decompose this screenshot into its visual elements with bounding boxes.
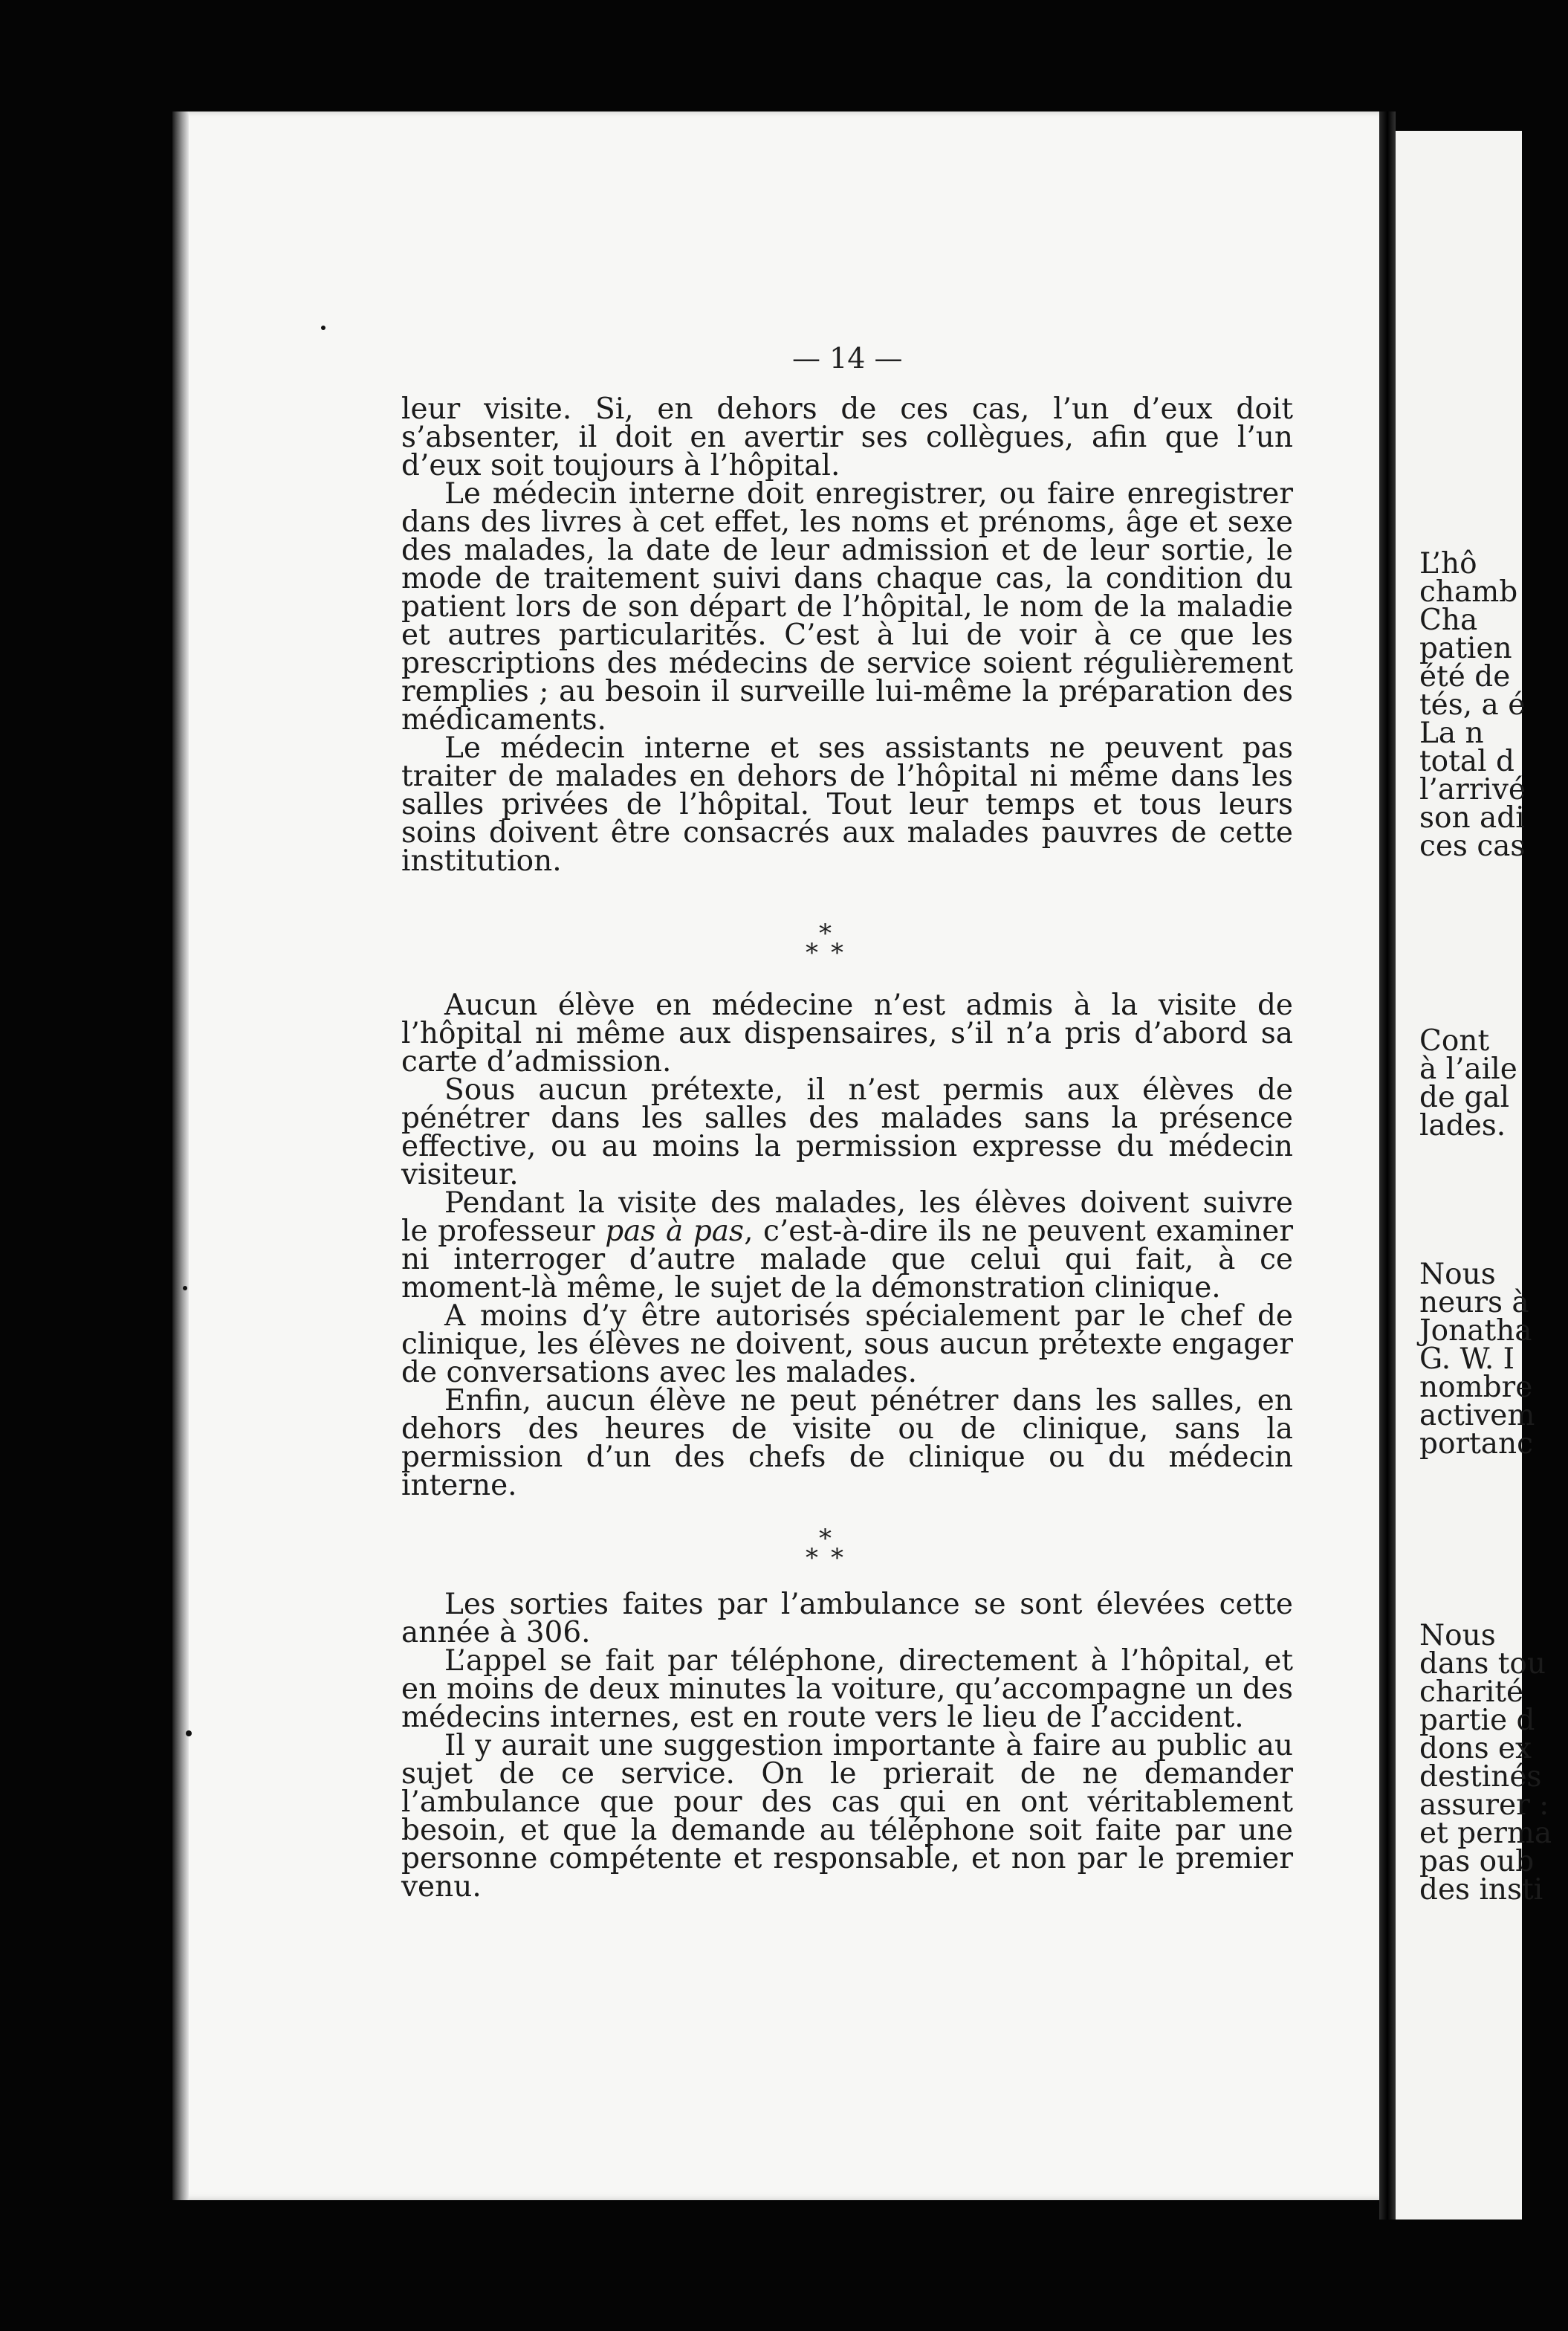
book-gutter xyxy=(1379,111,1396,2220)
page-spine-shadow xyxy=(172,111,189,2200)
text-line: total d xyxy=(1419,745,1514,778)
text-line: et perma xyxy=(1419,1817,1552,1850)
text-line: partie d xyxy=(1419,1704,1535,1737)
text-line: l’arrivé xyxy=(1419,773,1526,806)
asterisk: * xyxy=(806,1543,818,1573)
text-line: portanc xyxy=(1419,1427,1533,1461)
text-line: La n xyxy=(1419,717,1484,750)
paragraph xyxy=(401,1186,1293,1304)
paragraph-text: , c’est-à-dire ils ne peuvent examiner ni interroger d’autre malade que celui qui fait, à ce moment-là même, le sujet de la démonstration clinique. xyxy=(401,1215,1293,1304)
text-line: L’hô xyxy=(1419,547,1477,581)
text-line: charité xyxy=(1419,1675,1524,1709)
text-line: Cont xyxy=(1419,1024,1490,1058)
asterisk: * xyxy=(831,938,843,968)
paragraph: Le médecin interne et ses assistants ne peuvent pas traiter de malades en dehors de l’hôpital ni même dans les salles privées de l’hôpital. Tout leur temps et tous leurs soins doivent être consacrés aux malades pauvres de cette institution. xyxy=(401,731,1293,878)
paragraph: Le médecin interne doit enregistrer, ou faire enregistrer dans des livres à cet effet, les noms et prénoms, âge et sexe des malades, la date de leur admission et de leur sortie, le mode de traitement suivi dans chaque cas, la condition du patient lors de son départ de l’hôpital, le nom de la maladie et autres particularités. C’est à lui de voir à ce que les prescriptions des médecins de service soient régulièrement remplies ; au besoin il surveille lui-même la préparation des médicaments. xyxy=(401,477,1293,737)
paragraph: Il y aurait une suggestion importante à faire au public au sujet de ce service. On le prierait de ne demander l’ambulance que pour des cas qui en ont véritablement besoin, et que la demande au téléphone soit faite par une personne compétente et responsable, et non par le premier venu. xyxy=(401,1729,1293,1904)
paragraph: Sous aucun prétexte, il n’est permis aux élèves de pénétrer dans les salles des malades sans la présence effective, ou au moins la permission expresse du médecin visiteur. xyxy=(401,1073,1293,1192)
right-page-block-2 xyxy=(1419,1024,1568,1142)
text-line: à l’aile xyxy=(1419,1053,1517,1086)
text-line: été de xyxy=(1419,660,1511,694)
paragraph: Enfin, aucun élève ne peut pénétrer dans les salles, en dehors des heures de visite ou de clinique, sans la permission d’un des chefs de clinique ou du médecin interne. xyxy=(401,1384,1293,1502)
text-line: Nous xyxy=(1419,1258,1496,1291)
text-line: tés, a é xyxy=(1419,688,1526,722)
asterisk: * xyxy=(819,919,832,948)
paragraph: A moins d’y être autorisés spécialement par le chef de clinique, les élèves ne doivent, sous aucun prétexte engager de conversations avec les malades. xyxy=(401,1299,1293,1389)
right-page-block-3 xyxy=(1419,1258,1568,1461)
paragraph: Les sorties faites par l’ambulance se sont élevées cette année à 306. xyxy=(401,1588,1293,1649)
section-separator xyxy=(788,919,877,968)
text-line: ces cas xyxy=(1419,830,1526,863)
page-number: — 14 — xyxy=(792,342,903,375)
section-1 xyxy=(401,392,1293,878)
text-line: des insti xyxy=(1419,1873,1543,1907)
text-line: dons ex xyxy=(1419,1732,1532,1765)
scan-speck xyxy=(186,1730,192,1736)
text-line: lades. xyxy=(1419,1109,1506,1142)
paragraph: Aucun élève en médecine n’est admis à la visite de l’hôpital ni même aux dispensaires, s’il n’a pris d’abord sa carte d’admission. xyxy=(401,989,1293,1079)
scan-speck xyxy=(183,1286,187,1290)
paragraph-text: Pendant la visite des malades, les élèves doivent suivre le professeur xyxy=(401,1186,1293,1248)
text-line: son adi xyxy=(1419,801,1525,835)
asterisk: * xyxy=(806,938,818,968)
text-line: neurs à xyxy=(1419,1286,1529,1319)
text-line: de gal xyxy=(1419,1081,1510,1114)
text-line: assurer : xyxy=(1419,1788,1549,1822)
text-line: chamb xyxy=(1419,575,1518,609)
emphasis-text: pas à pas xyxy=(605,1215,745,1248)
text-line: pas oub xyxy=(1419,1845,1535,1878)
right-page-block-1 xyxy=(1419,547,1568,863)
section-3 xyxy=(401,1588,1293,1904)
text-line: Cha xyxy=(1419,604,1478,637)
asterisk: * xyxy=(831,1543,843,1573)
text-line: Jonatha xyxy=(1419,1314,1532,1348)
asterisk: * xyxy=(819,1524,832,1554)
text-line: patien xyxy=(1419,632,1512,665)
section-separator xyxy=(788,1524,877,1573)
text-line: destinés xyxy=(1419,1760,1542,1794)
text-line: dans tou xyxy=(1419,1647,1546,1681)
text-line: G. W. I xyxy=(1419,1342,1515,1376)
paragraph: leur visite. Si, en dehors de ces cas, l’un d’eux doit s’absenter, il doit en avertir ses collègues, afin que l’un d’eux soit toujours à l’hôpital. xyxy=(401,392,1293,482)
text-line: Nous xyxy=(1419,1619,1496,1652)
scan-speck xyxy=(321,326,325,330)
section-2 xyxy=(401,989,1293,1502)
paragraph: L’appel se fait par téléphone, directement à l’hôpital, et en moins de deux minutes la voiture, qu’accompagne un des médecins internes, est en route vers le lieu de l’accident. xyxy=(401,1644,1293,1734)
text-line: nombre xyxy=(1419,1371,1533,1404)
right-page-block-4 xyxy=(1419,1619,1568,1907)
text-line: activem xyxy=(1419,1399,1535,1432)
